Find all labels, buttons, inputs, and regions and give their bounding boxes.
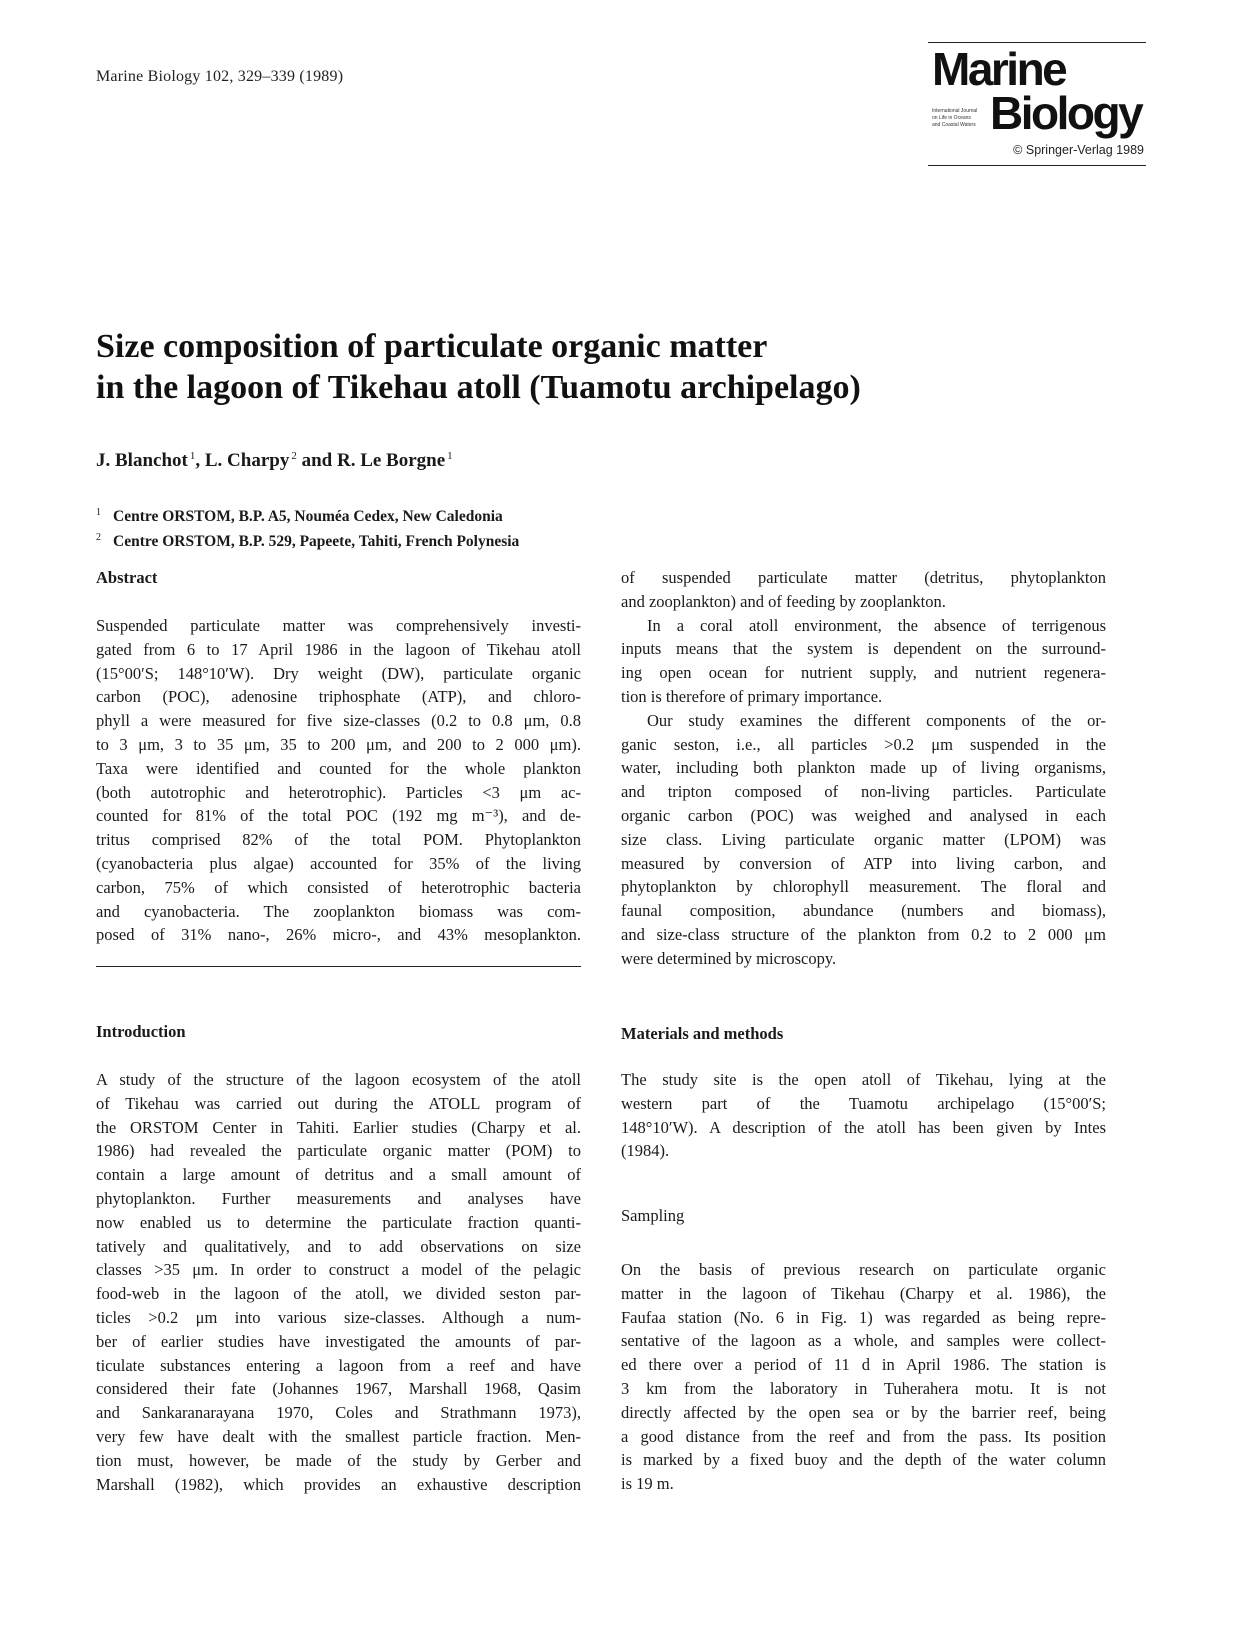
sampling-line: is marked by a fixed buoy and the depth of the water column xyxy=(621,1450,1106,1470)
abstract-line: (cyanobacteria plus algae) accounted for 35% of the living xyxy=(96,853,581,873)
introduction-line: ticles >0.2 μm into various size-classes. Although a num- xyxy=(96,1307,581,1327)
introduction-line: and size-class structure of the plankton from 0.2 to 2 000 μm xyxy=(621,924,1106,944)
affiliation-mark: 1 xyxy=(96,507,101,518)
methods-line: 148°10′W). A description of the atoll has been given by Intes xyxy=(621,1117,1106,1137)
introduction-line: phytoplankton. Further measurements and analyses have xyxy=(96,1188,581,1208)
affiliation-list xyxy=(96,502,519,552)
sampling-line: is 19 m. xyxy=(621,1474,674,1494)
introduction-line: In a coral atoll environment, the absence of terrigenous xyxy=(647,615,1106,635)
introduction-line: contain a large amount of detritus and a small amount of xyxy=(96,1165,581,1185)
abstract-line: carbon, 75% of which consisted of heterotrophic bacteria xyxy=(96,877,581,897)
introduction-line: now enabled us to determine the particulate fraction quanti- xyxy=(96,1212,581,1232)
introduction-line: Our study examines the different components of the or- xyxy=(647,710,1106,730)
sampling-line: matter in the lagoon of Tikehau (Charpy et al. 1986), the xyxy=(621,1283,1106,1303)
affiliation-text: Centre ORSTOM, B.P. 529, Papeete, Tahiti, French Polynesia xyxy=(113,533,520,550)
author-name: J. Blanchot xyxy=(96,450,188,471)
author-name: R. Le Borgne xyxy=(336,450,446,471)
introduction-line: ber of earlier studies have investigated the amounts of par- xyxy=(96,1331,581,1351)
author-affiliation-mark: 1 xyxy=(189,450,196,462)
abstract-heading: Abstract xyxy=(96,568,158,587)
abstract-line: phyll a were measured for five size-classes (0.2 to 0.8 μm, 0.8 xyxy=(96,711,581,731)
introduction-line: were determined by microscopy. xyxy=(621,948,837,968)
methods-heading: Materials and methods xyxy=(621,1024,784,1043)
introduction-line: considered their fate (Johannes 1967, Marshall 1968, Qasim xyxy=(96,1379,581,1399)
abstract-divider xyxy=(96,966,581,967)
author-list xyxy=(96,450,453,472)
journal-logo-biology: Biology xyxy=(990,87,1142,139)
masthead-bottom-rule xyxy=(928,165,1146,166)
abstract-line: (15°00′S; 148°10′W). Dry weight (DW), particulate organic xyxy=(96,663,581,683)
abstract-line: carbon (POC), adenosine triphosphate (ATP), and chloro- xyxy=(96,687,581,707)
introduction-line: inputs means that the system is dependent on the surround- xyxy=(621,639,1106,659)
introduction-line: A study of the structure of the lagoon ecosystem of the atoll xyxy=(96,1070,581,1089)
sampling-line: Faufaa station (No. 6 in Fig. 1) was regarded as being repre- xyxy=(621,1307,1106,1327)
introduction-line: Marshall (1982), which provides an exhaustive description xyxy=(96,1474,581,1494)
author-name: L. Charpy xyxy=(204,450,290,471)
abstract-line: to 3 μm, 3 to 35 μm, 35 to 200 μm, and 200 to 2 000 μm). xyxy=(96,734,581,754)
introduction-line: classes >35 μm. In order to construct a model of the pelagic xyxy=(96,1260,581,1280)
abstract-line: posed of 31% nano-, 26% micro-, and 43% mesoplankton. xyxy=(96,925,581,945)
introduction-line: measured by conversion of ATP into living carbon, and xyxy=(621,853,1106,873)
abstract-line: (both autotrophic and heterotrophic). Particles <3 μm ac- xyxy=(96,782,581,802)
journal-logo-subtitle xyxy=(932,108,992,129)
affiliation-item xyxy=(96,527,519,552)
introduction-continued xyxy=(621,566,1106,971)
sampling-body xyxy=(621,1258,1106,1496)
abstract-line: Taxa were identified and counted for the whole plankton xyxy=(96,758,581,778)
introduction-line: ticulate substances entering a lagoon from a reef and have xyxy=(96,1355,581,1375)
title-line: Size composition of particulate organic matter xyxy=(96,328,768,365)
sampling-line: directly affected by the open sea or by the barrier reef, being xyxy=(621,1402,1106,1422)
introduction-line: tatively and qualitatively, and to add observations on size xyxy=(96,1236,581,1256)
introduction-line: of suspended particulate matter (detritus, phytoplankton xyxy=(621,568,1106,587)
sampling-heading: Sampling xyxy=(621,1206,685,1225)
introduction-line: faunal composition, abundance (numbers and biomass), xyxy=(621,901,1106,921)
journal-masthead xyxy=(928,40,1146,170)
author-separator: and xyxy=(296,450,337,471)
introduction-line: tion must, however, be made of the study by Gerber and xyxy=(96,1450,581,1470)
methods-line: The study site is the open atoll of Tikehau, lying at the xyxy=(621,1070,1106,1089)
introduction-line: of Tikehau was carried out during the ATOLL program of xyxy=(96,1093,581,1113)
abstract-line: tritus comprised 82% of the total POM. Phytoplankton xyxy=(96,830,581,850)
journal-logo-marine: Marine xyxy=(932,43,1066,95)
author-separator: , xyxy=(195,450,205,471)
methods-line: western part of the Tuamotu archipelago (15°00′S; xyxy=(621,1093,1106,1113)
author-affiliation-mark: 1 xyxy=(447,450,453,462)
sampling-line: sentative of the lagoon as a whole, and samples were collect- xyxy=(621,1331,1106,1351)
methods-body xyxy=(621,1068,1106,1163)
journal-subtitle-line: International Journal xyxy=(932,108,978,114)
introduction-line: and tripton composed of non-living particles. Particulate xyxy=(621,782,1106,802)
sampling-line: ed there over a period of 11 d in April 1986. The station is xyxy=(621,1355,1106,1375)
affiliation-item xyxy=(96,502,519,527)
abstract-line: counted for 81% of the total POC (192 mg m⁻³), and de- xyxy=(96,806,581,826)
affiliation-mark: 2 xyxy=(96,532,101,543)
introduction-line: 1986) had revealed the particulate organic matter (POM) to xyxy=(96,1141,581,1161)
affiliation-text: Centre ORSTOM, B.P. A5, Nouméa Cedex, New Caledonia xyxy=(113,508,503,525)
abstract-line: gated from 6 to 17 April 1986 in the lagoon of Tikehau atoll xyxy=(96,639,581,659)
article-title xyxy=(96,326,996,408)
introduction-heading: Introduction xyxy=(96,1022,186,1041)
abstract-line: and cyanobacteria. The zooplankton biomass was com- xyxy=(96,901,581,921)
journal-subtitle-line: and Coastal Waters xyxy=(932,122,976,128)
author-affiliation-mark: 2 xyxy=(291,450,297,462)
introduction-line: tion is therefore of primary importance. xyxy=(621,686,883,706)
introduction-line: size class. Living particulate organic matter (LPOM) was xyxy=(621,829,1106,849)
journal-citation: Marine Biology 102, 329–339 (1989) xyxy=(96,68,344,85)
introduction-line: ganic seston, i.e., all particles >0.2 μm suspended in the xyxy=(621,734,1106,754)
introduction-line: the ORSTOM Center in Tahiti. Earlier studies (Charpy et al. xyxy=(96,1117,581,1137)
introduction-line: food-web in the lagoon of the atoll, we divided seston par- xyxy=(96,1284,581,1304)
abstract-body xyxy=(96,614,581,947)
sampling-line: On the basis of previous research on particulate organic xyxy=(621,1260,1106,1279)
sampling-line: 3 km from the laboratory in Tuherahera motu. It is not xyxy=(621,1378,1106,1398)
introduction-line: water, including both plankton made up of living organisms, xyxy=(621,758,1106,778)
abstract-line: Suspended particulate matter was comprehensively investi- xyxy=(96,616,581,635)
sampling-line: a good distance from the reef and from the pass. Its position xyxy=(621,1426,1106,1446)
methods-line: (1984). xyxy=(621,1141,670,1161)
introduction-line: very few have dealt with the smallest particle fraction. Men- xyxy=(96,1426,581,1446)
introduction-line: ing open ocean for nutrient supply, and nutrient regenera- xyxy=(621,663,1106,683)
introduction-line: phytoplankton by chlorophyll measurement. The floral and xyxy=(621,877,1106,897)
introduction-line: and zooplankton) and of feeding by zooplankton. xyxy=(621,591,946,611)
publisher-copyright: © Springer-Verlag 1989 xyxy=(1013,143,1144,157)
journal-subtitle-line: on Life in Oceans xyxy=(932,115,971,121)
introduction-body xyxy=(96,1068,581,1496)
introduction-line: and Sankaranarayana 1970, Coles and Strathmann 1973), xyxy=(96,1403,581,1423)
introduction-line: organic carbon (POC) was weighed and analysed in each xyxy=(621,805,1106,825)
title-line: in the lagoon of Tikehau atoll (Tuamotu archipelago) xyxy=(96,369,861,406)
